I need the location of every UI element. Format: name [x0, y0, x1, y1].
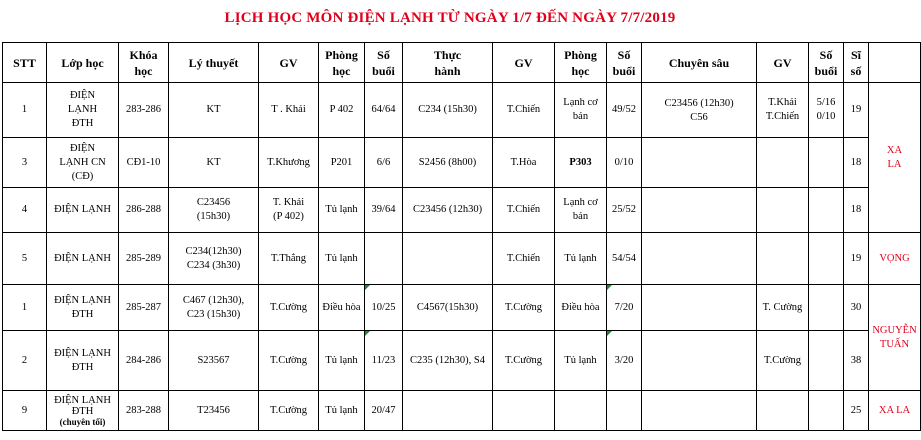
cell-gv-th: T.Chiến [493, 188, 555, 233]
cell-gv: T.Cường [259, 391, 319, 431]
cell-gv-th [493, 391, 555, 431]
header-so-buoi-2: Số buổi [607, 43, 642, 83]
cell-khoa: 285-289 [119, 233, 169, 285]
header-gv-3: GV [757, 43, 809, 83]
header-thuc-hanh: Thực hành [403, 43, 493, 83]
cell-lop-hoc: ĐIỆN LẠNH CN (CĐ) [47, 138, 119, 188]
table-row [3, 285, 921, 331]
table-row [3, 331, 921, 391]
page-title: LỊCH HỌC MÔN ĐIỆN LẠNH TỪ NGÀY 1/7 ĐẾN NGÀY 7/7/2019 [224, 10, 676, 26]
cell-thuc-hanh: C4567(15h30) [403, 285, 493, 331]
cell-gv-th: T.Hòa [493, 138, 555, 188]
cell-gv: T.Thắng [259, 233, 319, 285]
cell-gv-cs [757, 233, 809, 285]
cell-gv-th: T.Cường [493, 331, 555, 391]
cell-phong-th: Lạnh cơ bản [555, 188, 607, 233]
cell-phong-hoc: P 402 [319, 83, 365, 138]
cell-chuyen-sau [642, 138, 757, 188]
cell-chuyen-sau [642, 233, 757, 285]
cell-chuyen-sau [642, 285, 757, 331]
cell-so-buoi-cs [809, 138, 844, 188]
cell-so-buoi: 6/6 [365, 138, 403, 188]
cell-si-so: 19 [844, 233, 869, 285]
cell-khoa: 283-286 [119, 83, 169, 138]
header-gv-1: GV [259, 43, 319, 83]
cell-gv: T . Khải [259, 83, 319, 138]
cell-gv: T.Cường [259, 285, 319, 331]
cell-ly-thuyet: C234(12h30) C234 (3h30) [169, 233, 259, 285]
cell-khoa: 284-286 [119, 331, 169, 391]
header-chuyen-sau: Chuyên sâu [642, 43, 757, 83]
note-xa-la-last: XA LA [869, 391, 921, 431]
cell-gv-th: T.Chiến [493, 233, 555, 285]
cell-lop-hoc: ĐIỆN LẠNH ĐTH [47, 83, 119, 138]
cell-gv-cs: T.Khải T.Chiến [757, 83, 809, 138]
cell-si-so: 19 [844, 83, 869, 138]
table-row [3, 391, 921, 431]
cell-phong-hoc: Tủ lạnh [319, 233, 365, 285]
cell-si-so: 18 [844, 138, 869, 188]
header-stt: STT [3, 43, 47, 83]
cell-so-buoi-th: 54/54 [607, 233, 642, 285]
cell-khoa: 285-287 [119, 285, 169, 331]
header-gv-2: GV [493, 43, 555, 83]
table-row [3, 138, 921, 188]
cell-si-so: 25 [844, 391, 869, 431]
cell-khoa: 283-288 [119, 391, 169, 431]
cell-so-buoi: 20/47 [365, 391, 403, 431]
cell-lop-hoc: ĐIỆN LẠNH [47, 188, 119, 233]
cell-ly-thuyet: T23456 [169, 391, 259, 431]
cell-thuc-hanh [403, 391, 493, 431]
cell-gv-cs [757, 391, 809, 431]
cell-thuc-hanh: S2456 (8h00) [403, 138, 493, 188]
cell-so-buoi: 39/64 [365, 188, 403, 233]
cell-chuyen-sau [642, 188, 757, 233]
cell-thuc-hanh: C234 (15h30) [403, 83, 493, 138]
cell-so-buoi: 11/23 [365, 331, 403, 391]
cell-khoa: CĐ1-10 [119, 138, 169, 188]
table-row [3, 233, 921, 285]
header-si-so: Sĩ số [844, 43, 869, 83]
header-khoa-hoc: Khóa học [119, 43, 169, 83]
cell-stt: 2 [3, 331, 47, 391]
note-vong: VỌNG [869, 233, 921, 285]
cell-phong-hoc: Tủ lạnh [319, 391, 365, 431]
cell-phong-th: Điều hòa [555, 285, 607, 331]
cell-gv-cs [757, 138, 809, 188]
cell-so-buoi: 64/64 [365, 83, 403, 138]
cell-chuyen-sau [642, 391, 757, 431]
table-row [3, 188, 921, 233]
cell-khoa: 286-288 [119, 188, 169, 233]
cell-ly-thuyet: KT [169, 83, 259, 138]
cell-stt: 1 [3, 83, 47, 138]
cell-phong-hoc: Tủ lạnh [319, 188, 365, 233]
cell-so-buoi-cs: 5/16 0/10 [809, 83, 844, 138]
cell-ly-thuyet: KT [169, 138, 259, 188]
cell-so-buoi-cs [809, 188, 844, 233]
cell-so-buoi-cs [809, 233, 844, 285]
cell-so-buoi-th: 0/10 [607, 138, 642, 188]
header-row [3, 43, 921, 83]
header-phong-hoc-1: Phòng học [319, 43, 365, 83]
cell-stt: 1 [3, 285, 47, 331]
cell-gv-th: T.Cường [493, 285, 555, 331]
cell-chuyen-sau: C23456 (12h30) C56 [642, 83, 757, 138]
cell-so-buoi-cs [809, 331, 844, 391]
cell-thuc-hanh [403, 233, 493, 285]
note-nguyen-tuan: NGUYỄN TUẤN [869, 285, 921, 391]
header-so-buoi-1: Số buổi [365, 43, 403, 83]
cell-thuc-hanh: C235 (12h30), S4 [403, 331, 493, 391]
cell-so-buoi [365, 233, 403, 285]
schedule-table [2, 42, 921, 431]
cell-lop-hoc: ĐIỆN LẠNH ĐTH [47, 331, 119, 391]
cell-so-buoi-th: 25/52 [607, 188, 642, 233]
cell-si-so: 38 [844, 331, 869, 391]
cell-stt: 5 [3, 233, 47, 285]
header-note-blank [869, 43, 921, 83]
cell-phong-th: P303 [555, 138, 607, 188]
header-so-buoi-3: Số buổi [809, 43, 844, 83]
cell-lop-hoc: ĐIỆN LẠNH ĐTH [47, 285, 119, 331]
cell-gv: T. Khải (P 402) [259, 188, 319, 233]
cell-phong-hoc: Tủ lạnh [319, 331, 365, 391]
cell-phong-hoc: Điều hòa [319, 285, 365, 331]
cell-phong-th: Tủ lạnh [555, 331, 607, 391]
cell-gv-cs [757, 188, 809, 233]
cell-so-buoi-th: 3/20 [607, 331, 642, 391]
cell-so-buoi-cs [809, 391, 844, 431]
cell-lop-hoc: ĐIỆN LẠNH [47, 233, 119, 285]
cell-stt: 9 [3, 391, 47, 431]
cell-phong-th: Lạnh cơ bản [555, 83, 607, 138]
cell-lop-hoc: ĐIỆN LẠNH ĐTH (chuyên tối) [47, 391, 119, 431]
cell-ly-thuyet: C23456 (15h30) [169, 188, 259, 233]
cell-so-buoi-cs [809, 285, 844, 331]
cell-gv: T.Cường [259, 331, 319, 391]
table-row [3, 83, 921, 138]
cell-gv-th: T.Chiến [493, 83, 555, 138]
header-phong-hoc-2: Phòng học [555, 43, 607, 83]
cell-si-so: 30 [844, 285, 869, 331]
cell-so-buoi-th: 49/52 [607, 83, 642, 138]
cell-so-buoi: 10/25 [365, 285, 403, 331]
cell-so-buoi-th [607, 391, 642, 431]
cell-so-buoi-th: 7/20 [607, 285, 642, 331]
cell-gv-cs: T.Cường [757, 331, 809, 391]
cell-gv-cs: T. Cường [757, 285, 809, 331]
cell-stt: 4 [3, 188, 47, 233]
header-lop-hoc: Lớp học [47, 43, 119, 83]
cell-phong-th: Tủ lạnh [555, 233, 607, 285]
cell-thuc-hanh: C23456 (12h30) [403, 188, 493, 233]
cell-ly-thuyet: S23567 [169, 331, 259, 391]
cell-stt: 3 [3, 138, 47, 188]
cell-phong-hoc: P201 [319, 138, 365, 188]
cell-chuyen-sau [642, 331, 757, 391]
cell-ly-thuyet: C467 (12h30), C23 (15h30) [169, 285, 259, 331]
note-xa-la: XA LA [869, 83, 921, 233]
cell-gv: T.Khương [259, 138, 319, 188]
cell-si-so: 18 [844, 188, 869, 233]
cell-phong-th [555, 391, 607, 431]
header-ly-thuyet: Lý thuyết [169, 43, 259, 83]
